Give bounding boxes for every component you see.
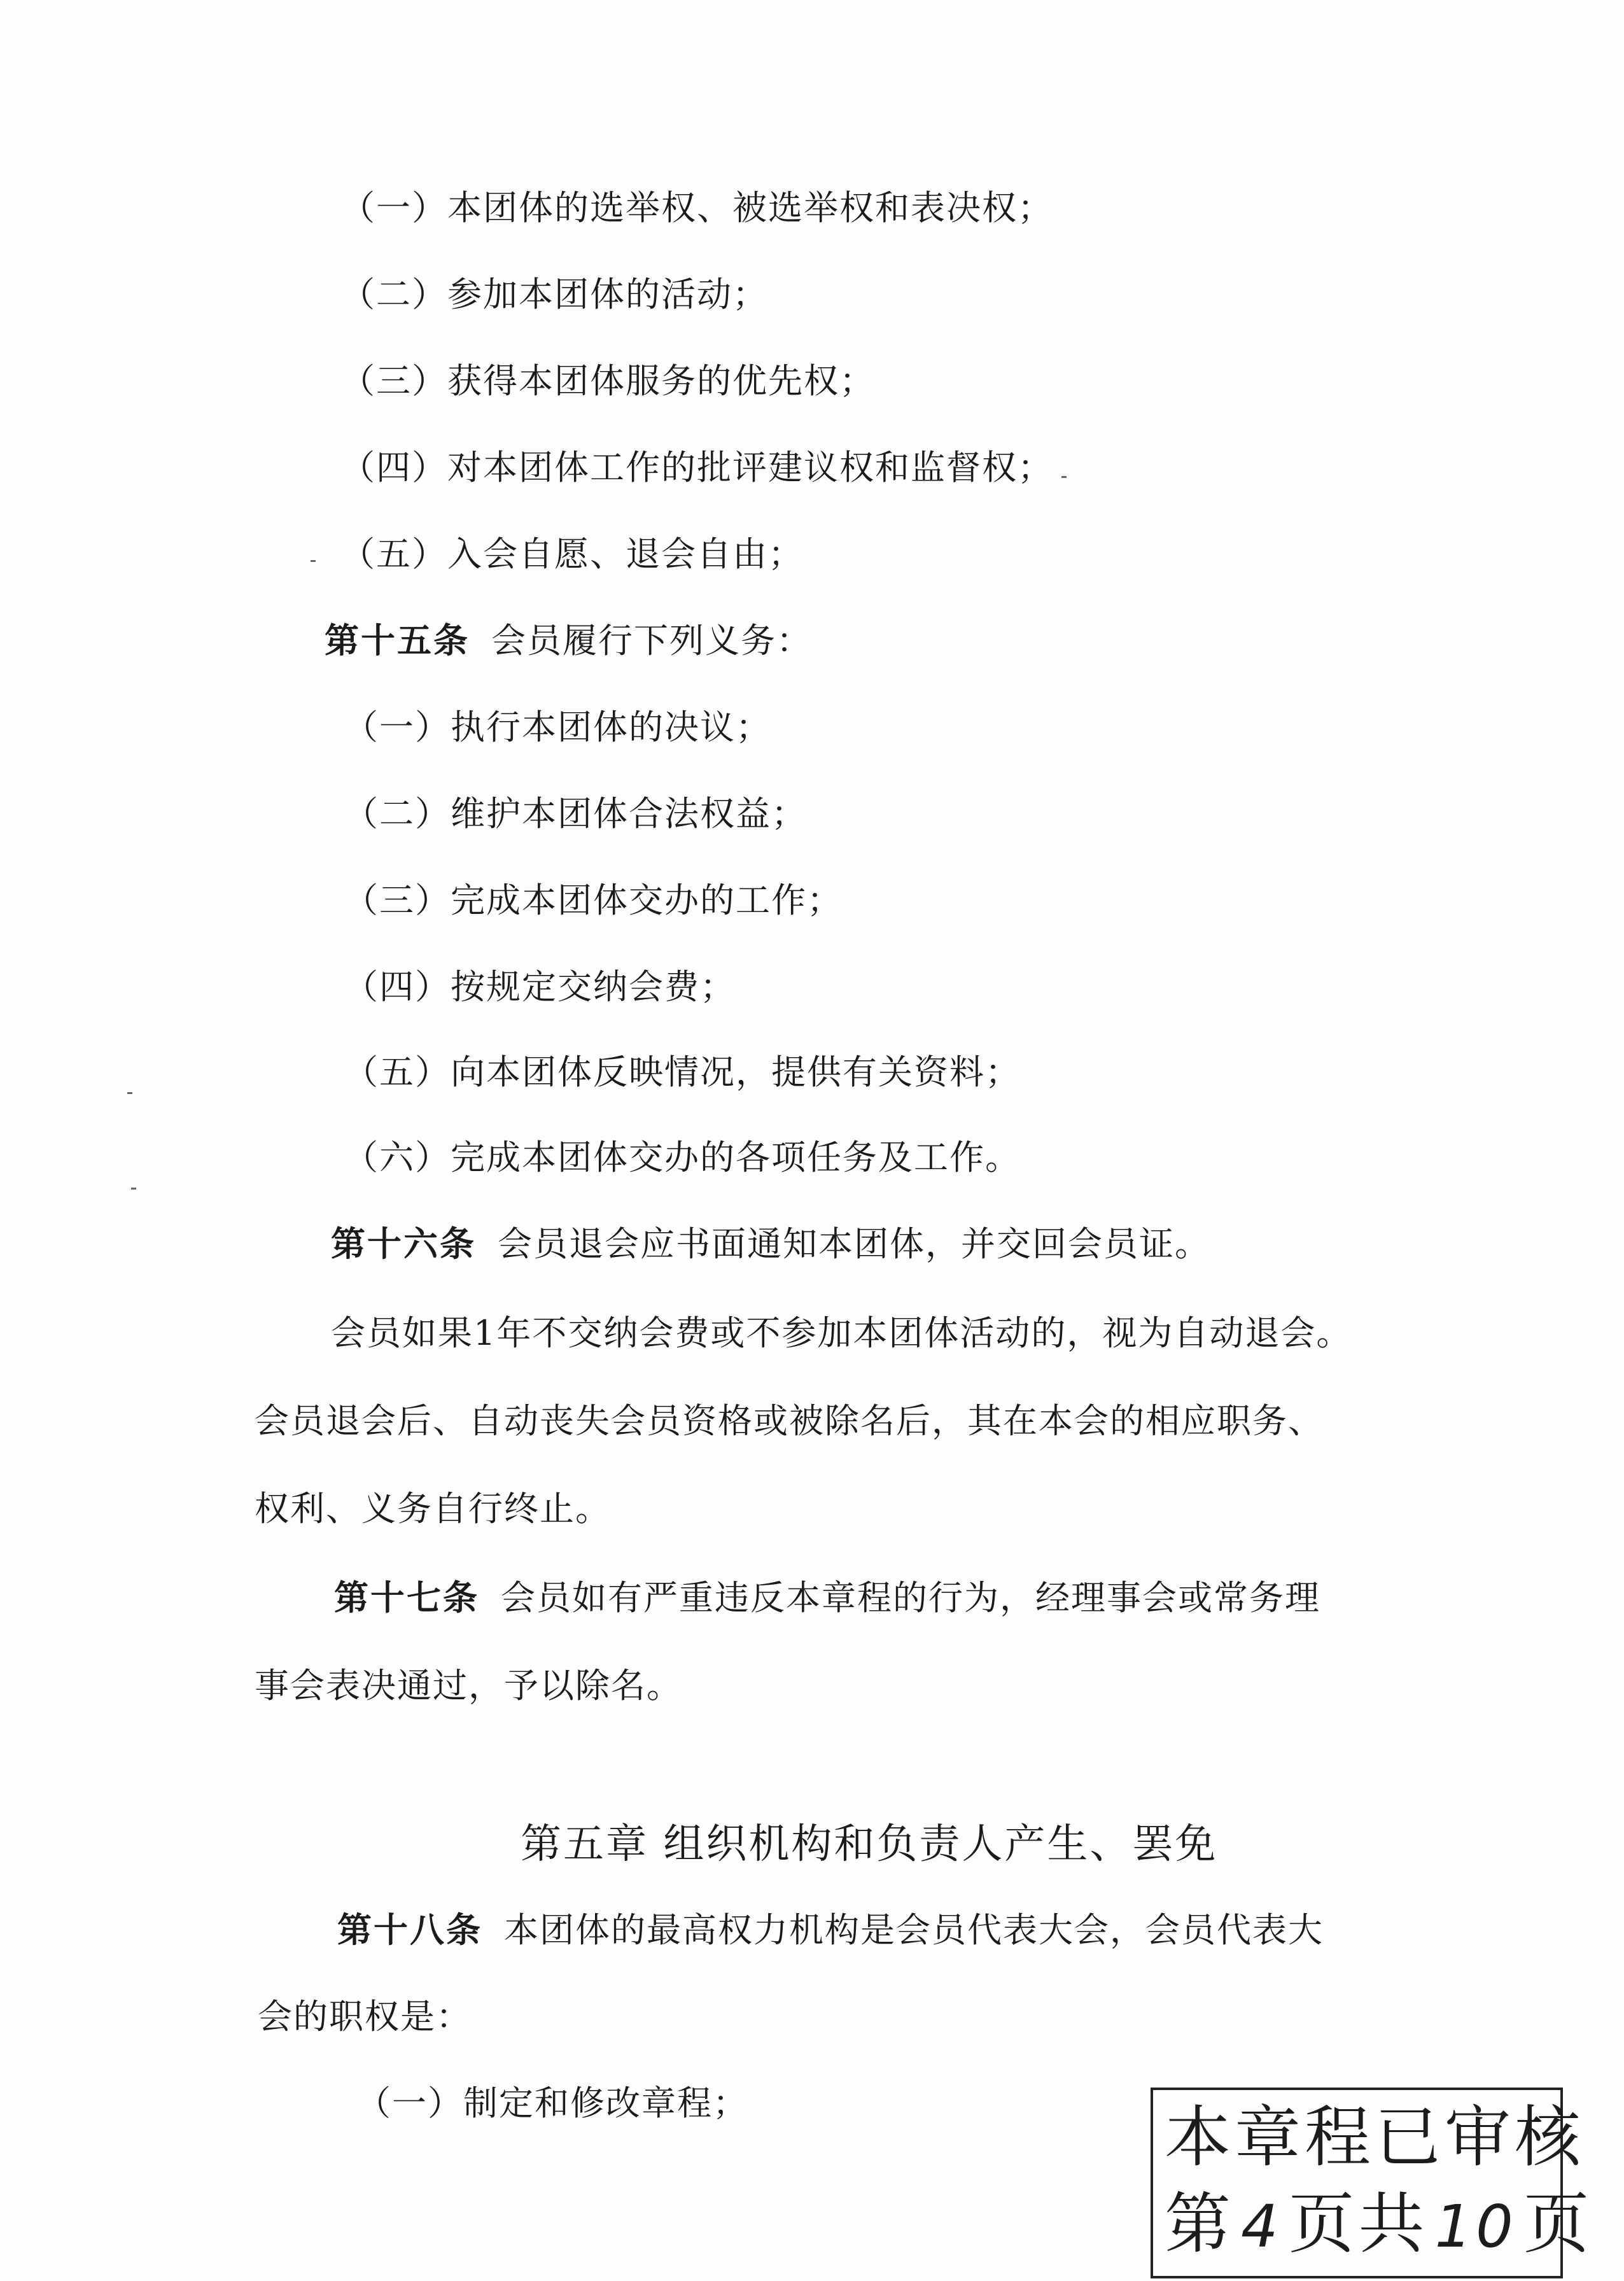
paragraph-text: （五）入会自愿、退会自由； (340, 534, 804, 574)
article-number: 第十五条 (325, 621, 470, 661)
paragraph-text: （二）参加本团体的活动； (340, 274, 768, 314)
paragraph-text: （一）本团体的选举权、被选举权和表决权； (340, 188, 1053, 228)
paragraph-text: 会员退会应书面通知本团体，并交回会员证。 (498, 1224, 1210, 1264)
paragraph-duty-5 (344, 1050, 1021, 1095)
article-18 (337, 1908, 1324, 1953)
stamp-page-current: 4 (1241, 2193, 1282, 2261)
paragraph-text: （一）制定和修改章程； (356, 2083, 748, 2123)
paragraph-duty-6 (344, 1135, 1021, 1180)
paragraph-text: （一）执行本团体的决议； (344, 707, 771, 747)
article-number: 第十七条 (334, 1578, 479, 1618)
scan-speck (1061, 476, 1067, 478)
paragraph-text: 会员如有严重违反本章程的行为，经理事会或常务理 (501, 1578, 1320, 1618)
paragraph-duty-3 (344, 878, 843, 923)
paragraph-right-5 (340, 532, 804, 577)
paragraph-text: 权利、义务自行终止。 (255, 1489, 611, 1529)
paragraph-text: （六）完成本团体交办的各项任务及工作。 (344, 1137, 1021, 1177)
paragraph-text: （五）向本团体反映情况，提供有关资料； (344, 1052, 1021, 1092)
paragraph-text: （三）完成本团体交办的工作； (344, 880, 843, 920)
paragraph-text: （四）对本团体工作的批评建议权和监督权； (340, 447, 1053, 488)
paragraph-text: （四）按规定交纳会费； (344, 967, 736, 1007)
stamp-page-total: 10 (1434, 2193, 1517, 2261)
scan-speck (311, 560, 316, 562)
article-number: 第十八条 (337, 1910, 482, 1950)
paragraph-duty-2 (344, 792, 807, 836)
paragraph-text: 本团体的最高权力机构是会员代表大会，会员代表大 (504, 1910, 1324, 1950)
paragraph-text: 会员履行下列义务： (491, 621, 812, 661)
review-stamp (1151, 2088, 1593, 2278)
chapter-heading: 第五章 组织机构和负责人产生、罢免 (521, 1821, 1218, 1868)
stamp-page-label: 第 (1165, 2185, 1235, 2263)
stamp-page-label-mid: 页共 (1288, 2185, 1429, 2263)
paragraph-auto-withdraw (331, 1311, 1352, 1356)
paragraph-right-3 (340, 359, 875, 404)
paragraph-withdraw-effect (255, 1399, 1324, 1443)
article-15 (325, 619, 812, 663)
scan-speck (131, 1188, 136, 1190)
article-18-cont (258, 1995, 472, 2039)
paragraph-power-1 (356, 2081, 748, 2126)
paragraph-right-1 (340, 186, 1053, 230)
paragraph-text: 会员如果1年不交纳会费或不参加本团体活动的，视为自动退会。 (331, 1313, 1352, 1353)
scan-speck (127, 1092, 132, 1094)
article-number: 第十六条 (331, 1224, 476, 1264)
paragraph-right-4 (340, 446, 1053, 490)
paragraph-text: 事会表决通过，予以除名。 (255, 1666, 682, 1706)
stamp-line-2 (1165, 2186, 1593, 2265)
article-17 (334, 1576, 1320, 1620)
paragraph-text: 会员退会后、自动丧失会员资格或被除名后，其在本会的相应职务、 (255, 1401, 1324, 1441)
paragraph-text: （三）获得本团体服务的优先权； (340, 361, 875, 401)
stamp-line-1: 本章程已审核 (1165, 2098, 1585, 2176)
article-17-cont (255, 1664, 682, 1708)
stamp-page-label-end: 页 (1523, 2185, 1593, 2263)
paragraph-duty-4 (344, 965, 736, 1009)
article-16 (331, 1222, 1210, 1267)
paragraph-text: （二）维护本团体合法权益； (344, 794, 807, 834)
paragraph-text: 会的职权是： (258, 1997, 472, 2037)
paragraph-withdraw-effect-cont (255, 1487, 611, 1531)
paragraph-right-2 (340, 272, 768, 317)
paragraph-duty-1 (344, 705, 771, 750)
